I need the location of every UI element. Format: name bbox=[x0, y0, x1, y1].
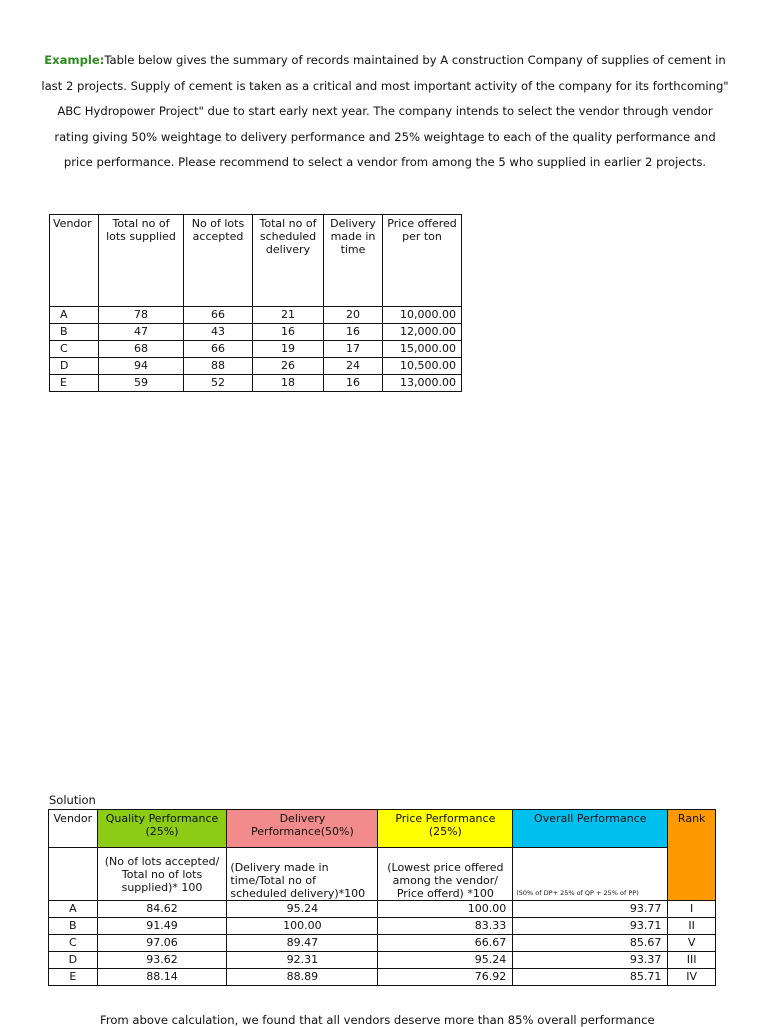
table-cell: 93.37 bbox=[513, 952, 668, 969]
table-cell: 84.62 bbox=[97, 901, 227, 918]
vendor-cell: A bbox=[49, 901, 98, 918]
table-cell: 16 bbox=[324, 375, 383, 392]
rank-header: Rank bbox=[668, 810, 716, 901]
table-cell: 92.31 bbox=[227, 952, 378, 969]
table-cell: 16 bbox=[253, 324, 324, 341]
empty-cell bbox=[49, 848, 98, 901]
table-cell: 21 bbox=[253, 307, 324, 324]
vendor-cell: D bbox=[49, 952, 98, 969]
column-header: No of lots accepted bbox=[184, 215, 253, 307]
table-cell: 68 bbox=[99, 341, 184, 358]
table-cell: 66.67 bbox=[378, 935, 513, 952]
problem-statement bbox=[40, 48, 730, 176]
vendor-cell: C bbox=[49, 935, 98, 952]
table-cell: 43 bbox=[184, 324, 253, 341]
quality-header: Quality Performance (25%) bbox=[97, 810, 227, 848]
table-cell: 13,000.00 bbox=[383, 375, 462, 392]
vendor-cell: C bbox=[50, 341, 99, 358]
price-formula: (Lowest price offered among the vendor/ Price offerd) *100 bbox=[378, 848, 513, 901]
table-cell: 26 bbox=[253, 358, 324, 375]
table-row bbox=[50, 307, 462, 324]
rank-cell: II bbox=[668, 918, 716, 935]
table-row bbox=[49, 952, 716, 969]
table-cell: 78 bbox=[99, 307, 184, 324]
table-cell: 76.92 bbox=[378, 969, 513, 986]
column-header: Vendor bbox=[49, 810, 98, 848]
price-header: Price Performance (25%) bbox=[378, 810, 513, 848]
table-cell: 97.06 bbox=[97, 935, 227, 952]
table-cell: 88.89 bbox=[227, 969, 378, 986]
supply-records-table bbox=[49, 214, 462, 392]
solution-label: Solution bbox=[49, 793, 96, 807]
table-row bbox=[49, 901, 716, 918]
table-cell: 15,000.00 bbox=[383, 341, 462, 358]
table-cell: 88.14 bbox=[97, 969, 227, 986]
table-cell: 24 bbox=[324, 358, 383, 375]
vendor-cell: E bbox=[50, 375, 99, 392]
table-cell: 94 bbox=[99, 358, 184, 375]
rank-cell: V bbox=[668, 935, 716, 952]
problem-text: Table below gives the summary of records maintained by A construction Company of supplies of cement in last 2 projects. Supply of cement is taken as a critical and most important activity of the company for its forthcoming" ABC Hydropower Project" due to start early next year. The company intends to select the vendor through vendor rating giving 50% weightage to delivery performance and 25% weightage to each of the quality performance and price performance. Please recommend to select a vendor from among the 5 who supplied in earlier 2 projects. bbox=[41, 53, 729, 170]
table-cell: 19 bbox=[253, 341, 324, 358]
table-cell: 47 bbox=[99, 324, 184, 341]
table-cell: 93.62 bbox=[97, 952, 227, 969]
table-cell: 10,000.00 bbox=[383, 307, 462, 324]
vendor-cell: B bbox=[49, 918, 98, 935]
overall-header: Overall Performance bbox=[513, 810, 668, 848]
table-cell: 85.71 bbox=[513, 969, 668, 986]
table-cell: 17 bbox=[324, 341, 383, 358]
table-cell: 59 bbox=[99, 375, 184, 392]
table-cell: 100.00 bbox=[227, 918, 378, 935]
delivery-formula: (Delivery made in time/Total no of scheduled delivery)*100 bbox=[227, 848, 378, 901]
table-cell: 12,000.00 bbox=[383, 324, 462, 341]
vendor-cell: D bbox=[50, 358, 99, 375]
table-header-row bbox=[49, 810, 716, 848]
table-cell: 18 bbox=[253, 375, 324, 392]
table-row bbox=[50, 358, 462, 375]
table-row bbox=[49, 969, 716, 986]
column-header: Total no of lots supplied bbox=[99, 215, 184, 307]
vendor-cell: E bbox=[49, 969, 98, 986]
table-cell: 88 bbox=[184, 358, 253, 375]
vendor-rating-table bbox=[48, 809, 716, 986]
table-cell: 66 bbox=[184, 341, 253, 358]
table-cell: 66 bbox=[184, 307, 253, 324]
overall-formula: (50% of DP+ 25% of QP + 25% of PP) bbox=[513, 848, 668, 901]
table-row bbox=[50, 324, 462, 341]
table-cell: 89.47 bbox=[227, 935, 378, 952]
table-cell: 20 bbox=[324, 307, 383, 324]
rank-cell: IV bbox=[668, 969, 716, 986]
column-header: Delivery made in time bbox=[324, 215, 383, 307]
table-cell: 16 bbox=[324, 324, 383, 341]
example-label: Example: bbox=[44, 53, 105, 67]
table-cell: 95.24 bbox=[378, 952, 513, 969]
table-cell: 83.33 bbox=[378, 918, 513, 935]
table-cell: 95.24 bbox=[227, 901, 378, 918]
rank-cell: I bbox=[668, 901, 716, 918]
vendor-cell: B bbox=[50, 324, 99, 341]
table-row bbox=[49, 918, 716, 935]
column-header: Vendor bbox=[50, 215, 99, 307]
table-cell: 100.00 bbox=[378, 901, 513, 918]
table-row bbox=[49, 935, 716, 952]
rank-cell: III bbox=[668, 952, 716, 969]
column-header: Total no of scheduled delivery bbox=[253, 215, 324, 307]
column-header: Price offered per ton bbox=[383, 215, 462, 307]
table-cell: 85.67 bbox=[513, 935, 668, 952]
formula-row bbox=[49, 848, 716, 901]
vendor-cell: A bbox=[50, 307, 99, 324]
table-cell: 93.71 bbox=[513, 918, 668, 935]
table-row bbox=[50, 341, 462, 358]
quality-formula: (No of lots accepted/ Total no of lots supplied)* 100 bbox=[97, 848, 227, 901]
table-row bbox=[50, 375, 462, 392]
table-cell: 10,500.00 bbox=[383, 358, 462, 375]
delivery-header: Delivery Performance(50%) bbox=[227, 810, 378, 848]
conclusion-text: From above calculation, we found that all vendors deserve more than 85% overall performance bbox=[100, 1013, 655, 1027]
table-cell: 93.77 bbox=[513, 901, 668, 918]
table-header-row bbox=[50, 215, 462, 307]
table-cell: 91.49 bbox=[97, 918, 227, 935]
table-cell: 52 bbox=[184, 375, 253, 392]
